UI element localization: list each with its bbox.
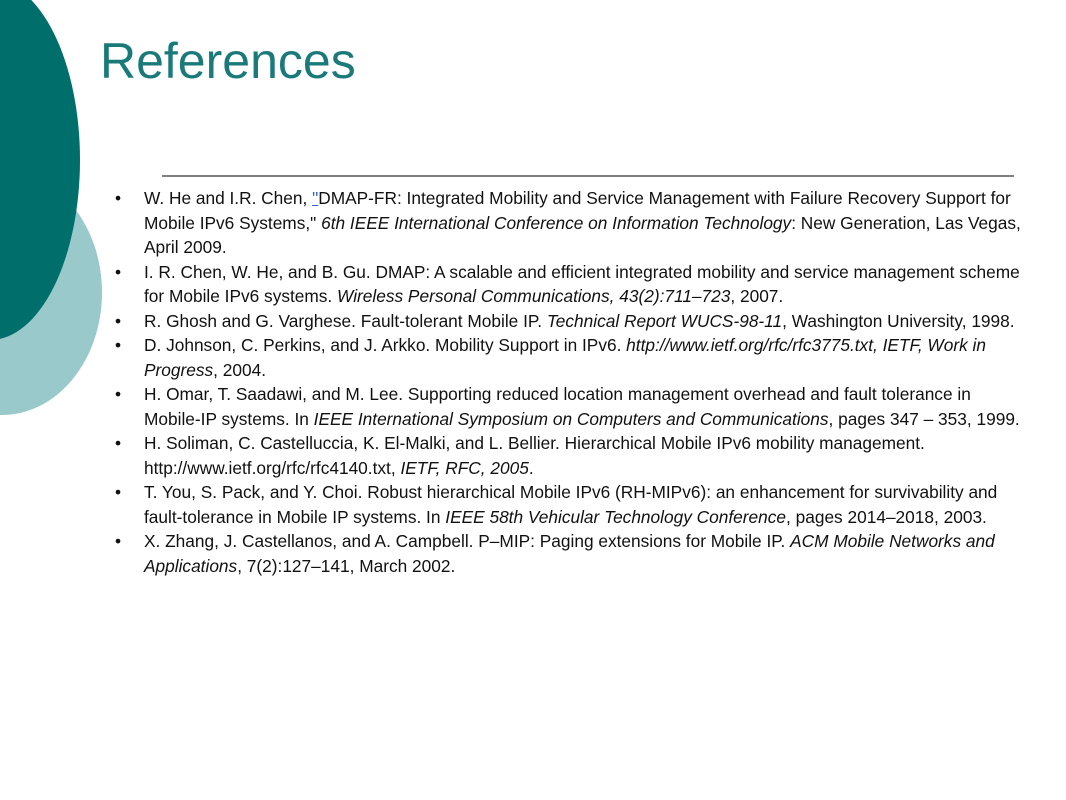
bullet-icon: • [115,335,122,355]
reference-item [115,382,1025,431]
reference-item [115,260,1025,309]
reference-link[interactable]: " [312,188,319,208]
bullet-icon: • [115,433,122,453]
reference-text: I. R. Chen, W. He, and B. Gu. DMAP: A scalable and efficient integrated mobility and service management scheme for Mobile IPv6 systems. [144,261,1020,306]
reference-venue: IEEE International Symposium on Computers and Communications [313,408,829,429]
reference-text: , 2004. [213,359,267,380]
reference-item [115,186,1025,260]
reference-text: D. Johnson, C. Perkins, and J. Arkko. Mobility Support in IPv6. [144,335,627,355]
reference-text: W. He and I.R. Chen, [144,188,313,208]
title-divider [162,175,1014,177]
reference-venue: http://www.ietf.org/rfc/rfc3775.txt, IETF, Work in Progress [144,335,986,380]
reference-text: T. You, S. Pack, and Y. Choi. Robust hierarchical Mobile IPv6 (RH-MIPv6): an enhancement for survivability and fault-tolerance in Mobile IP systems. In [144,482,998,527]
bullet-icon: • [115,261,122,282]
bullet-icon: • [115,310,122,331]
reference-venue: Technical Report WUCS-98-11 [546,310,783,331]
slide-title: References [100,33,356,89]
reference-text: , 2007. [730,286,784,306]
reference-venue: IETF, RFC, 2005 [400,457,529,478]
reference-item [115,333,1025,382]
reference-item [115,431,1025,480]
bullet-icon: • [115,188,122,208]
bullet-icon: • [115,482,122,502]
reference-item [115,309,1025,334]
reference-text: , pages 347 – 353, 1999. [828,408,1020,429]
reference-list [115,186,1025,578]
reference-venue: ACM Mobile Networks and Applications [144,531,995,576]
reference-venue: Wireless Personal Communications, 43(2):711–723 [337,286,731,306]
reference-venue: IEEE 58th Vehicular Technology Conference [445,506,787,527]
reference-item [115,480,1025,529]
reference-text: , 7(2):127–141, March 2002. [237,555,456,576]
reference-text: H. Soliman, C. Castelluccia, K. El-Malki, and L. Bellier. Hierarchical Mobile IPv6 mobility management. http://www.ietf.org/rfc/rfc4140.txt, [144,433,925,478]
reference-text: H. Omar, T. Saadawi, and M. Lee. Supporting reduced location management overhead and fault tolerance in Mobile-IP systems. In [144,384,971,429]
reference-item [115,529,1025,578]
bullet-icon: • [115,384,122,404]
reference-text: R. Ghosh and G. Varghese. Fault-tolerant Mobile IP. [144,310,547,331]
reference-text: , pages 2014–2018, 2003. [786,506,987,527]
reference-text: . [528,457,534,478]
reference-text: , Washington University, 1998. [782,310,1015,331]
reference-text: X. Zhang, J. Castellanos, and A. Campbell. P–MIP: Paging extensions for Mobile IP. [144,531,791,551]
reference-text: : New Generation, Las Vegas, April 2009. [144,212,1021,257]
bullet-icon: • [115,531,122,551]
reference-text: DMAP-FR: Integrated Mobility and Service Management with Failure Recovery Support for Mobile IPv6 Systems," [144,188,1011,233]
reference-venue: 6th IEEE International Conference on Information Technology [321,212,792,233]
